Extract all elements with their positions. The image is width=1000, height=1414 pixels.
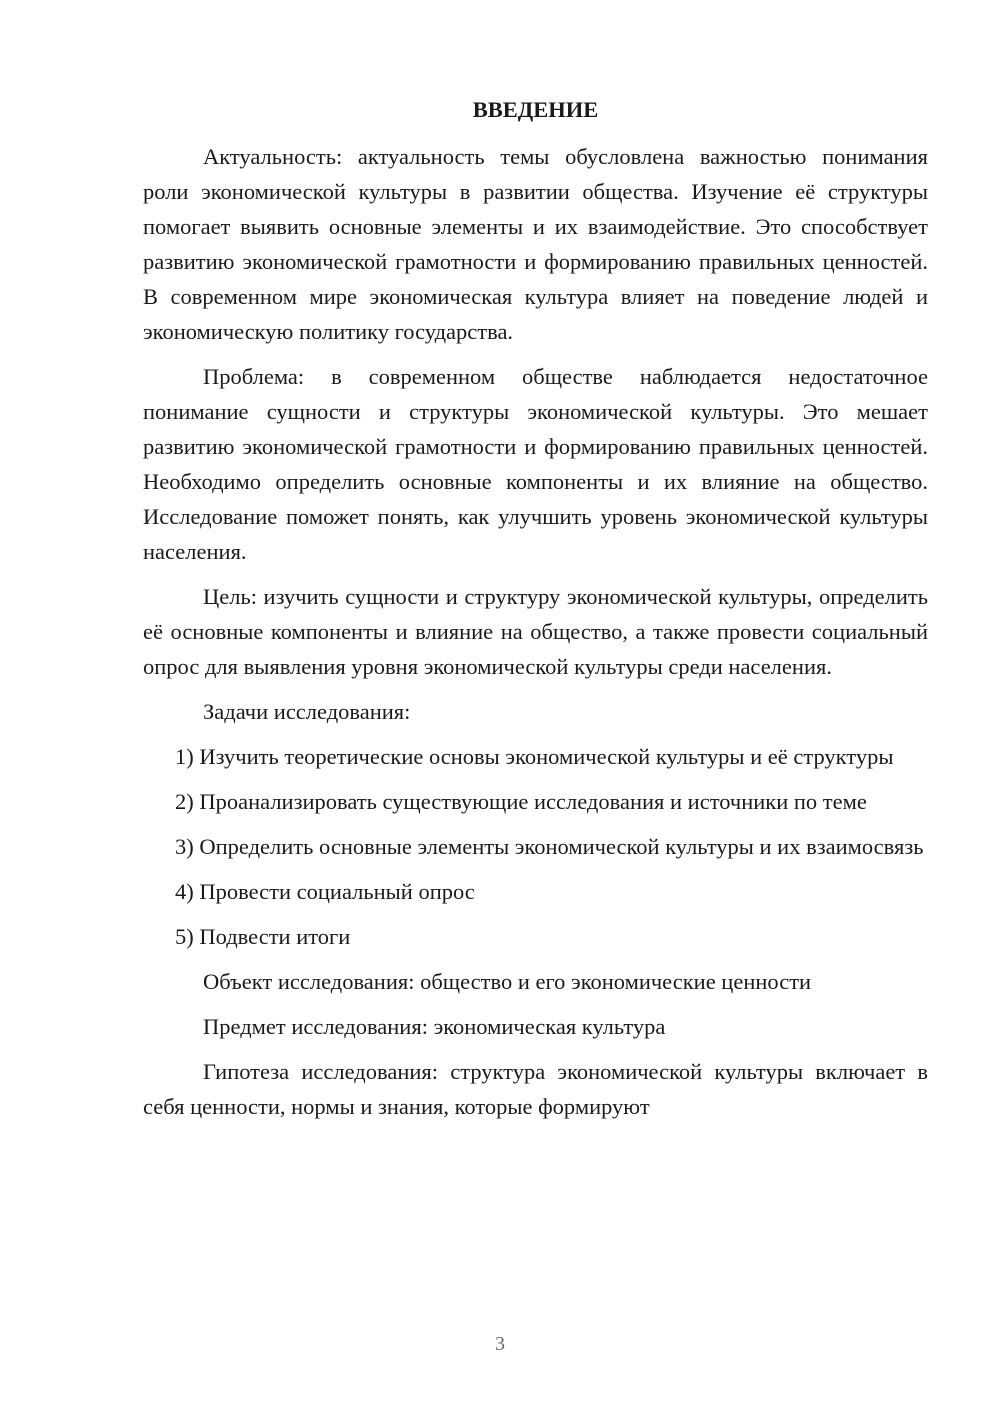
tasks-list <box>143 739 928 954</box>
task-item-2: 2) Проанализировать существующие исследования и источники по теме <box>175 789 867 814</box>
task-item-5: 5) Подвести итоги <box>175 924 351 949</box>
page-number: 3 <box>495 1333 505 1355</box>
research-object: Объект исследования: общество и его экономические ценности <box>203 969 812 994</box>
goal-paragraph: Цель: изучить сущности и структуру экономической культуры, определить её основные компоненты и влияние на общество, а также провести социальный опрос для выявления уровня экономической культуры среди населения. <box>143 584 928 679</box>
task-item-4: 4) Провести социальный опрос <box>175 879 475 904</box>
task-item-3: 3) Определить основные элементы экономической культуры и их взаимосвязь <box>175 834 924 859</box>
problem-paragraph: Проблема: в современном обществе наблюдается недостаточное понимание сущности и структуры экономической культуры. Это мешает развитию экономической грамотности и формированию правильных ценностей. Необходимо определить основные компоненты и их влияние на общество. Исследование поможет понять, как улучшить уровень экономической культуры населения. <box>143 364 928 564</box>
relevance-paragraph: Актуальность: актуальность темы обусловлена важностью понимания роли экономической культуры в развитии общества. Изучение её структуры помогает выявить основные элементы и их взаимодействие. Это способствует развитию экономической грамотности и формированию правильных ценностей. В современном мире экономическая культура влияет на поведение людей и экономическую политику государства. <box>143 144 928 344</box>
task-item-1: 1) Изучить теоретические основы экономической культуры и её структуры <box>175 744 894 769</box>
research-hypothesis: Гипотеза исследования: структура экономической культуры включает в себя ценности, нормы и знания, которые формируют <box>143 1059 928 1119</box>
tasks-intro: Задачи исследования: <box>203 699 411 724</box>
document-page <box>143 95 928 1134</box>
research-subject: Предмет исследования: экономическая культура <box>203 1014 666 1039</box>
document-heading: ВВЕДЕНИЕ <box>472 97 599 122</box>
